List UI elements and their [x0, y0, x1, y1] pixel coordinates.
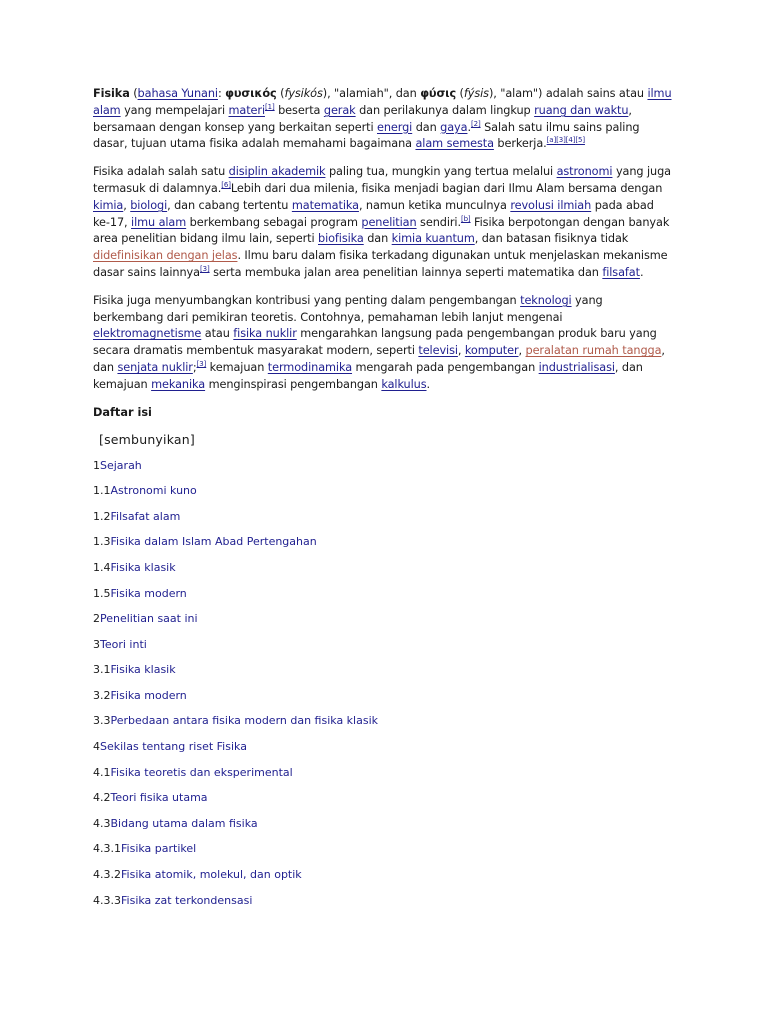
toc-toggle-button[interactable]: [sembunyikan] [99, 431, 195, 447]
text-run: paling tua, mungkin yang tertua melalui [325, 165, 557, 179]
citation-ref [265, 103, 275, 111]
toc-item-number: 4.2 [93, 791, 111, 805]
text-run: ( [129, 87, 138, 100]
toc-item[interactable] [93, 868, 673, 894]
toc-item-number: 4.3.2 [93, 868, 121, 882]
toc-item-number: 4.3.3 [93, 893, 121, 907]
toc-item-link[interactable]: Fisika klasik [110, 560, 176, 574]
text-run: ), "alamiah", dan [322, 87, 421, 100]
toc-item-link[interactable]: Fisika teoretis dan eksperimental [110, 765, 293, 779]
link-matematika[interactable]: matematika [291, 198, 359, 212]
text-run: yang juga termasuk di dalamnya. [93, 165, 671, 195]
toc-item[interactable] [93, 740, 673, 766]
citation-link[interactable]: [1] [265, 103, 275, 112]
text-run: sendiri. [416, 215, 461, 229]
bold-term: φυσικός [225, 87, 277, 100]
toc-item-link[interactable]: Penelitian saat ini [100, 612, 198, 626]
text-run: Lebih dari dua milenia, fisika menjadi bagian dari Ilmu Alam bersama dengan [230, 181, 663, 195]
text-run: . [467, 120, 471, 134]
citation-ref [461, 215, 471, 223]
italic-term: fýsis [463, 87, 489, 100]
link-alam-semesta[interactable]: alam semesta [415, 137, 494, 151]
italic-term: fysikós [284, 87, 323, 100]
toc-item[interactable] [93, 791, 673, 817]
toc-item-number: 1.2 [93, 509, 111, 523]
toc-item-link[interactable]: Fisika klasik [110, 663, 176, 677]
text-run: ; [192, 360, 197, 374]
toc-item[interactable] [93, 817, 673, 843]
toc-item-link[interactable]: Filsafat alam [110, 509, 181, 523]
citation-link[interactable]: [3] [199, 265, 210, 274]
toc-item[interactable] [93, 612, 673, 638]
link-elektromagnetisme[interactable]: elektromagnetisme [93, 327, 202, 341]
text-run: Fisika berpotongan dengan banyak area penelitian bidang ilmu lain, seperti [93, 215, 670, 246]
text-run: berkerja. [493, 137, 547, 151]
article-page [93, 86, 673, 919]
text-run: ( [456, 87, 464, 100]
text-run: , namun ketika munculnya [358, 198, 511, 212]
text-run: . [639, 265, 644, 279]
citation-ref [547, 137, 585, 145]
link-ruang-dan-waktu[interactable]: ruang dan waktu [534, 103, 629, 117]
text-run: , bersamaan dengan konsep yang berkaitan seperti [93, 103, 632, 134]
toc-item-link[interactable]: Bidang utama dalam fisika [110, 816, 258, 830]
text-run: , dan kemajuan [93, 360, 643, 391]
link-bahasa-yunani[interactable]: bahasa Yunani [137, 87, 218, 100]
toc-item[interactable] [93, 561, 673, 587]
text-run: , dan batasan fisiknya tidak [474, 232, 629, 246]
text-run: , [123, 198, 131, 212]
link-revolusi-ilmiah[interactable]: revolusi ilmiah [510, 198, 592, 212]
text-run: . [426, 377, 431, 391]
text-run: kemajuan [206, 360, 268, 374]
text-run: mengarahkan langsung pada pengembangan produk baru yang secara dramatis membentuk masyarakat modern, seperti [93, 327, 657, 358]
toc-item-link[interactable]: Fisika dalam Islam Abad Pertengahan [110, 535, 317, 549]
text-run: , [457, 344, 465, 358]
toc-item[interactable] [93, 459, 673, 485]
paragraph-technology [93, 293, 673, 394]
text-run: beserta [274, 103, 324, 117]
toc-item-number: 3.1 [93, 663, 111, 677]
link-biologi[interactable]: biologi [130, 198, 168, 212]
toc-item-number: 3 [93, 637, 100, 651]
toc-item[interactable] [93, 587, 673, 613]
toc-item-number: 2 [93, 612, 100, 626]
toc-item-number: 1.5 [93, 586, 111, 600]
text-run: Salah satu ilmu sains paling dasar, tujuan utama fisika adalah memahami bagaimana [93, 120, 640, 151]
citation-link[interactable]: [2] [470, 119, 481, 128]
text-run: atau [201, 327, 234, 341]
paragraph-history [93, 164, 673, 282]
text-run: ( [276, 87, 285, 100]
text-run: , [518, 344, 526, 358]
toc-item[interactable] [93, 535, 673, 561]
toc-item[interactable] [93, 484, 673, 510]
text-run: , dan [93, 344, 665, 374]
toc-item[interactable] [93, 894, 673, 920]
toc-item-number: 4.1 [93, 765, 111, 779]
toc-title: Daftar isi [93, 405, 152, 419]
text-run: dan [363, 232, 392, 246]
toc-item-link[interactable]: Teori inti [100, 637, 147, 651]
toc-item-link[interactable]: Sejarah [100, 458, 142, 472]
link-televisi[interactable]: televisi [418, 344, 458, 358]
toc-item[interactable] [93, 663, 673, 689]
toc-item[interactable] [93, 510, 673, 536]
link-gaya[interactable]: gaya [440, 120, 468, 134]
toc-item-link[interactable]: Fisika zat terkondensasi [121, 893, 253, 907]
text-run: mengarah pada pengembangan [352, 360, 539, 374]
toc-item-link[interactable]: Astronomi kuno [110, 484, 197, 498]
link-kimia-kuantum[interactable]: kimia kuantum [391, 232, 475, 246]
text-run: dan perilakunya dalam lingkup [355, 103, 535, 117]
link-komputer[interactable]: komputer [464, 344, 519, 358]
link-astronomi[interactable]: astronomi [556, 165, 613, 179]
text-run: dan [412, 120, 441, 134]
text-run: yang berkembang dari pemikiran teoretis. Contohnya, pemahaman lebih lanjut mengenai [93, 293, 603, 324]
text-run: Fisika juga menyumbangkan kontribusi yang penting dalam pengembangan [93, 293, 521, 307]
toc-item-number: 3.2 [93, 688, 111, 702]
citation-link[interactable]: [3] [196, 360, 207, 369]
link-teknologi[interactable]: teknologi [520, 293, 572, 307]
text-run: pada abad ke-17, [93, 198, 654, 229]
citation-ref [221, 181, 231, 189]
toc-item-number: 4 [93, 740, 100, 754]
bold-term: Fisika [93, 87, 130, 100]
citation-ref [197, 360, 207, 368]
toc-item-link[interactable]: Teori fisika utama [110, 791, 208, 805]
link-termodinamika[interactable]: termodinamika [267, 360, 353, 374]
text-run: Fisika adalah salah satu [93, 165, 229, 179]
citation-link[interactable]: [b] [460, 214, 471, 223]
toc-item-number: 1.4 [93, 560, 111, 574]
citation-link[interactable]: [6] [221, 181, 231, 190]
link-didefinisikan-dengan-jelas[interactable]: didefinisikan dengan jelas [93, 249, 238, 263]
link-senjata-nuklir[interactable]: senjata nuklir [117, 360, 193, 374]
text-run: , dan cabang tertentu [167, 198, 292, 212]
link-mekanika[interactable]: mekanika [151, 377, 206, 391]
text-run: serta membuka jalan area penelitian lainnya seperti matematika dan [209, 265, 603, 279]
link-industrialisasi[interactable]: industrialisasi [538, 360, 615, 374]
link-ilmu-alam[interactable]: ilmu alam [93, 87, 672, 117]
toc-item[interactable] [93, 638, 673, 664]
link-penelitian[interactable]: penelitian [361, 215, 417, 229]
link-filsafat[interactable]: filsafat [602, 265, 640, 279]
toc-item-link[interactable]: Fisika atomik, molekul, dan optik [121, 868, 302, 882]
toc-item[interactable] [93, 766, 673, 792]
citation-ref [471, 120, 481, 128]
text-run: : [217, 87, 226, 100]
citation-link[interactable]: [a][3][4][5] [546, 136, 585, 145]
link-ilmu-alam[interactable]: ilmu alam [131, 215, 187, 229]
link-biofisika[interactable]: biofisika [318, 232, 364, 246]
link-peralatan-rumah-tangga[interactable]: peralatan rumah tangga [525, 344, 662, 358]
toc-item-link[interactable]: Fisika modern [110, 688, 187, 702]
link-gerak[interactable]: gerak [323, 103, 356, 117]
bold-term: φύσις [420, 87, 457, 100]
toc-item-number: 1 [93, 458, 100, 472]
link-materi[interactable]: materi [228, 103, 265, 117]
text-run: ), "alam") adalah sains atau [488, 87, 648, 100]
toc-item[interactable] [93, 714, 673, 740]
toc-item-number: 1.1 [93, 484, 111, 498]
text-run: berkembang sebagai program [186, 215, 362, 229]
paragraph-intro [93, 86, 673, 153]
link-fisika-nuklir[interactable]: fisika nuklir [233, 327, 297, 341]
toc-item[interactable] [93, 842, 673, 868]
link-energi[interactable]: energi [376, 120, 413, 134]
table-of-contents [93, 459, 673, 920]
toc-item[interactable] [93, 689, 673, 715]
toc-item-number: 4.3 [93, 816, 111, 830]
text-run: yang mempelajari [120, 103, 229, 117]
toc-item-number: 4.3.1 [93, 842, 121, 856]
text-run: menginspirasi pengembangan [205, 377, 382, 391]
text-run: . Ilmu baru dalam fisika terkadang digunakan untuk menjelaskan mekanisme dasar sains lainnya [93, 249, 668, 279]
toc-item-link[interactable]: Fisika partikel [121, 842, 197, 856]
link-kimia[interactable]: kimia [93, 198, 124, 212]
toc-item-link[interactable]: Fisika modern [110, 586, 187, 600]
link-disiplin-akademik[interactable]: disiplin akademik [228, 165, 326, 179]
toc-item-number: 3.3 [93, 714, 111, 728]
link-kalkulus[interactable]: kalkulus [381, 377, 427, 391]
toc-item-link[interactable]: Perbedaan antara fisika modern dan fisika klasik [110, 714, 379, 728]
citation-ref [200, 265, 210, 273]
toc-item-number: 1.3 [93, 535, 111, 549]
toc-item-link[interactable]: Sekilas tentang riset Fisika [100, 740, 247, 754]
